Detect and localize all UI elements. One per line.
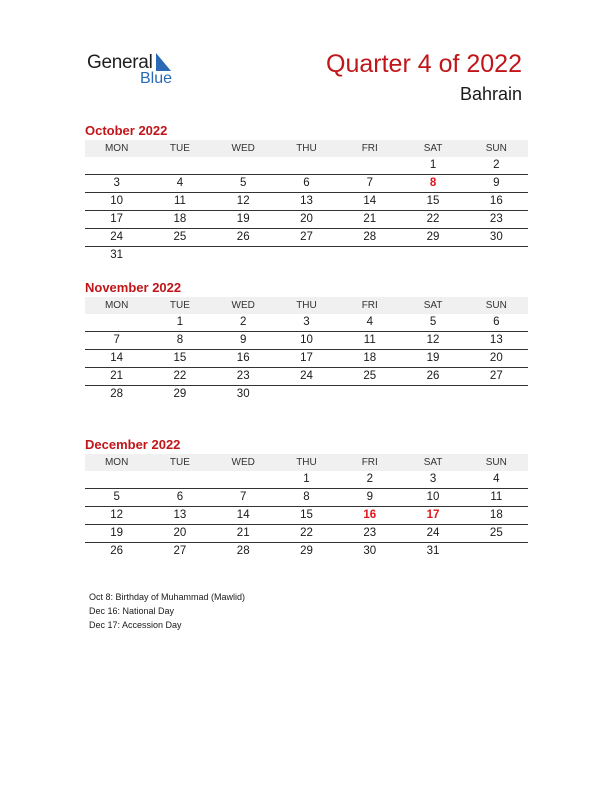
day-cell: 5: [429, 316, 437, 328]
day-cell: 19: [110, 527, 124, 539]
day-cell: 22: [426, 213, 440, 225]
day-cell: 5: [240, 177, 247, 189]
day-cell: 30: [236, 388, 250, 400]
day-cell: 7: [366, 177, 373, 189]
empty-day-cell: [338, 157, 401, 174]
day-cell: 3: [303, 316, 310, 328]
empty-day-cell: [465, 386, 528, 403]
day-cell: 23: [236, 370, 250, 382]
empty-day-cell: [465, 247, 528, 264]
weekday-label: SUN: [485, 457, 507, 468]
empty-day-cell: [212, 157, 275, 174]
day-cell: 17: [300, 352, 313, 364]
day-cell: 23: [489, 213, 503, 225]
day-cell: 10: [426, 491, 440, 503]
day-cell: 28: [236, 545, 250, 557]
day-cell: 1: [303, 473, 310, 485]
day-cell: 20: [489, 352, 503, 364]
weekday-label: FRI: [361, 457, 378, 468]
day-cell: 8: [303, 491, 310, 503]
day-cell: 13: [300, 195, 313, 207]
logo-flag-icon: [156, 53, 171, 71]
empty-day-cell: [338, 247, 401, 264]
day-cell: 24: [426, 527, 440, 539]
day-cell: 4: [366, 316, 373, 328]
day-cell: 7: [113, 334, 120, 346]
weekday-label: WED: [231, 300, 255, 311]
week-row: [85, 350, 528, 368]
day-cell: 11: [490, 491, 503, 503]
day-cell: 8: [176, 334, 184, 346]
weekday-label: TUE: [169, 300, 190, 311]
day-cell: 3: [113, 177, 120, 189]
day-cell: 18: [363, 352, 377, 364]
week-row: [85, 386, 528, 403]
day-cell: 24: [110, 231, 124, 243]
week-row: [85, 247, 528, 264]
empty-day-cell: [85, 471, 148, 488]
week-row: [85, 489, 528, 507]
logo-blue-text: Blue: [140, 70, 173, 87]
weekday-label: TUE: [169, 143, 190, 154]
empty-day-cell: [465, 543, 528, 560]
week-row: [85, 543, 528, 560]
day-cell: 22: [173, 370, 187, 382]
month-title: October 2022: [85, 123, 168, 138]
day-cell: 26: [426, 370, 440, 382]
day-cell: 16: [236, 352, 250, 364]
day-cell: 12: [426, 334, 440, 346]
weekday-label: FRI: [361, 143, 378, 154]
day-cell: 23: [363, 527, 377, 539]
day-cell: 26: [110, 545, 124, 557]
week-row: [85, 157, 528, 175]
weekday-label: THU: [296, 457, 317, 468]
day-cell: 13: [173, 509, 187, 521]
day-cell: 9: [493, 177, 500, 189]
week-row: [85, 211, 528, 229]
day-cell: 25: [363, 370, 377, 382]
day-cell: 18: [173, 213, 187, 225]
holiday-note: Oct 8: Birthday of Muhammad (Mawlid): [89, 592, 246, 602]
weekday-label: SAT: [423, 143, 443, 154]
holiday-note: Dec 16: National Day: [89, 606, 175, 616]
day-cell: 20: [173, 527, 187, 539]
day-cell: 19: [426, 352, 440, 364]
empty-day-cell: [212, 247, 275, 264]
weekday-label: SAT: [423, 457, 443, 468]
day-cell: 30: [489, 231, 503, 243]
day-cell: 11: [173, 195, 186, 207]
day-cell: 10: [110, 195, 124, 207]
holiday-note: Dec 17: Accession Day: [89, 620, 182, 630]
empty-day-cell: [401, 386, 464, 403]
day-cell: 30: [363, 545, 377, 557]
day-cell: 14: [236, 509, 250, 521]
week-row: [85, 314, 528, 332]
day-cell: 6: [176, 491, 184, 503]
country-name: Bahrain: [459, 84, 522, 104]
day-cell: 5: [113, 491, 120, 503]
empty-day-cell: [148, 471, 211, 488]
day-cell: 2: [493, 159, 500, 171]
weekday-label: MON: [104, 300, 129, 311]
month-title: December 2022: [85, 437, 181, 452]
weekday-label: TUE: [169, 457, 190, 468]
holiday-notes: [89, 590, 245, 632]
month-block: [85, 436, 528, 560]
day-cell: 3: [429, 473, 437, 485]
day-cell: 7: [240, 491, 247, 503]
day-cell: 27: [300, 231, 313, 243]
day-cell: 21: [110, 370, 124, 382]
empty-day-cell: [148, 157, 211, 174]
week-row: [85, 332, 528, 350]
week-row: [85, 525, 528, 543]
weekday-label: WED: [231, 457, 255, 468]
day-cell: 9: [366, 491, 373, 503]
day-cell: 20: [300, 213, 313, 225]
weekday-header: [85, 140, 528, 157]
weekday-label: SUN: [485, 143, 507, 154]
weekday-header: [85, 454, 528, 471]
day-cell: 29: [426, 231, 440, 243]
empty-day-cell: [338, 386, 401, 403]
day-cell: 15: [300, 509, 313, 521]
day-cell: 15: [426, 195, 440, 207]
day-cell: 15: [173, 352, 187, 364]
weekday-label: WED: [231, 143, 255, 154]
empty-day-cell: [401, 247, 464, 264]
day-cell: 18: [489, 509, 503, 521]
day-cell: 16: [363, 509, 377, 521]
day-cell: 28: [110, 388, 124, 400]
day-cell: 6: [493, 316, 500, 328]
weekday-label: SAT: [423, 300, 443, 311]
day-cell: 12: [110, 509, 124, 521]
day-cell: 4: [176, 177, 184, 189]
empty-day-cell: [85, 157, 148, 174]
day-cell: 2: [366, 473, 373, 485]
day-cell: 27: [173, 545, 187, 557]
day-cell: 31: [110, 249, 124, 261]
week-row: [85, 471, 528, 489]
day-cell: 4: [493, 473, 500, 485]
day-cell: 24: [300, 370, 313, 382]
weekday-label: THU: [296, 143, 317, 154]
day-cell: 16: [489, 195, 503, 207]
empty-day-cell: [275, 386, 338, 403]
logo-general-text: General: [87, 52, 153, 73]
day-cell: 29: [173, 388, 187, 400]
day-cell: 17: [110, 213, 124, 225]
weekday-label: MON: [104, 457, 129, 468]
weekday-label: FRI: [361, 300, 378, 311]
day-cell: 8: [429, 177, 437, 189]
day-cell: 11: [363, 334, 376, 346]
weekday-label: SUN: [485, 300, 507, 311]
day-cell: 13: [489, 334, 503, 346]
day-cell: 31: [426, 545, 440, 557]
day-cell: 26: [236, 231, 250, 243]
day-cell: 28: [363, 231, 377, 243]
day-cell: 21: [363, 213, 377, 225]
week-row: [85, 193, 528, 211]
day-cell: 25: [173, 231, 187, 243]
day-cell: 19: [236, 213, 250, 225]
week-row: [85, 229, 528, 247]
month-block: [85, 279, 528, 403]
day-cell: 21: [236, 527, 250, 539]
empty-day-cell: [212, 471, 275, 488]
weekday-label: THU: [296, 300, 317, 311]
empty-day-cell: [275, 157, 338, 174]
day-cell: 27: [489, 370, 503, 382]
day-cell: 14: [110, 352, 124, 364]
month-title: November 2022: [85, 280, 182, 295]
day-cell: 2: [240, 316, 247, 328]
logo: [87, 52, 197, 92]
page-title: Quarter 4 of 2022: [326, 50, 522, 78]
day-cell: 1: [429, 159, 437, 171]
day-cell: 10: [300, 334, 313, 346]
week-row: [85, 368, 528, 386]
day-cell: 29: [300, 545, 313, 557]
week-row: [85, 175, 528, 193]
day-cell: 6: [303, 177, 310, 189]
week-row: [85, 507, 528, 525]
day-cell: 1: [176, 316, 184, 328]
day-cell: 9: [240, 334, 247, 346]
month-block: [85, 122, 528, 264]
day-cell: 12: [236, 195, 250, 207]
day-cell: 17: [426, 509, 440, 521]
empty-day-cell: [148, 247, 211, 264]
day-cell: 25: [489, 527, 503, 539]
empty-day-cell: [85, 314, 148, 331]
day-cell: 14: [363, 195, 377, 207]
day-cell: 22: [300, 527, 313, 539]
weekday-header: [85, 297, 528, 314]
empty-day-cell: [275, 247, 338, 264]
weekday-label: MON: [104, 143, 129, 154]
